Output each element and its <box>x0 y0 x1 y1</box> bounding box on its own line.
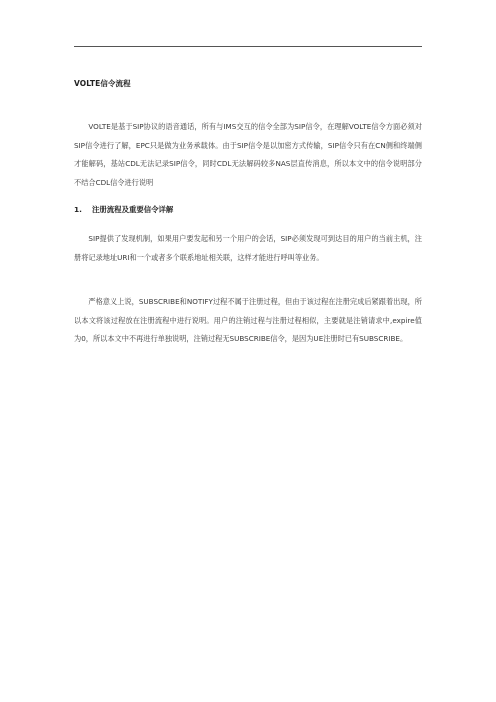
section-1-paragraph-2: 严格意义上说，SUBSCRIBE和NOTIFY过程不属于注册过程，但由于该过程在注册完成后紧跟着出现，所以本文将该过程放在注册流程中进行说明。用户的注销过程与注册过程相似，主要就是注销请求中,expire值为0，所以本文中不再进行单独说明，注销过程无SUBSCRIBE信令，是因为UE注册时已有SUBSCRIBE。 <box>74 297 422 344</box>
document-title: VOLTE信令流程 <box>74 79 131 88</box>
section-1-paragraph-1: SIP提供了发现机制，如果用户要发起和另一个用户的会话，SIP必须发现可到达目的用户的当前主机，注册将记录地址URI和一个或者多个联系地址相关联，这样才能进行呼叫等业务。 <box>74 234 422 262</box>
intro-paragraph: VOLTE是基于SIP协议的语音通话，所有与IMS交互的信令全部为SIP信令，在理解VOLTE信令方面必须对SIP信令进行了解，EPC只是做为业务承载体。由于SIP信令是以加密方式传输，SIP信令只有在CN侧和终端侧才能解码，基站CDL无法记录SIP信令，同时CDL无法解码较多NAS层直传消息，所以本文中的信令说明部分不结合CDL信令进行说明 <box>74 122 422 187</box>
section-1-number: 1. <box>74 205 82 214</box>
section-1-heading <box>74 204 173 215</box>
section-1-title: 注册流程及重要信令详解 <box>92 205 174 214</box>
header-rule <box>74 46 422 47</box>
